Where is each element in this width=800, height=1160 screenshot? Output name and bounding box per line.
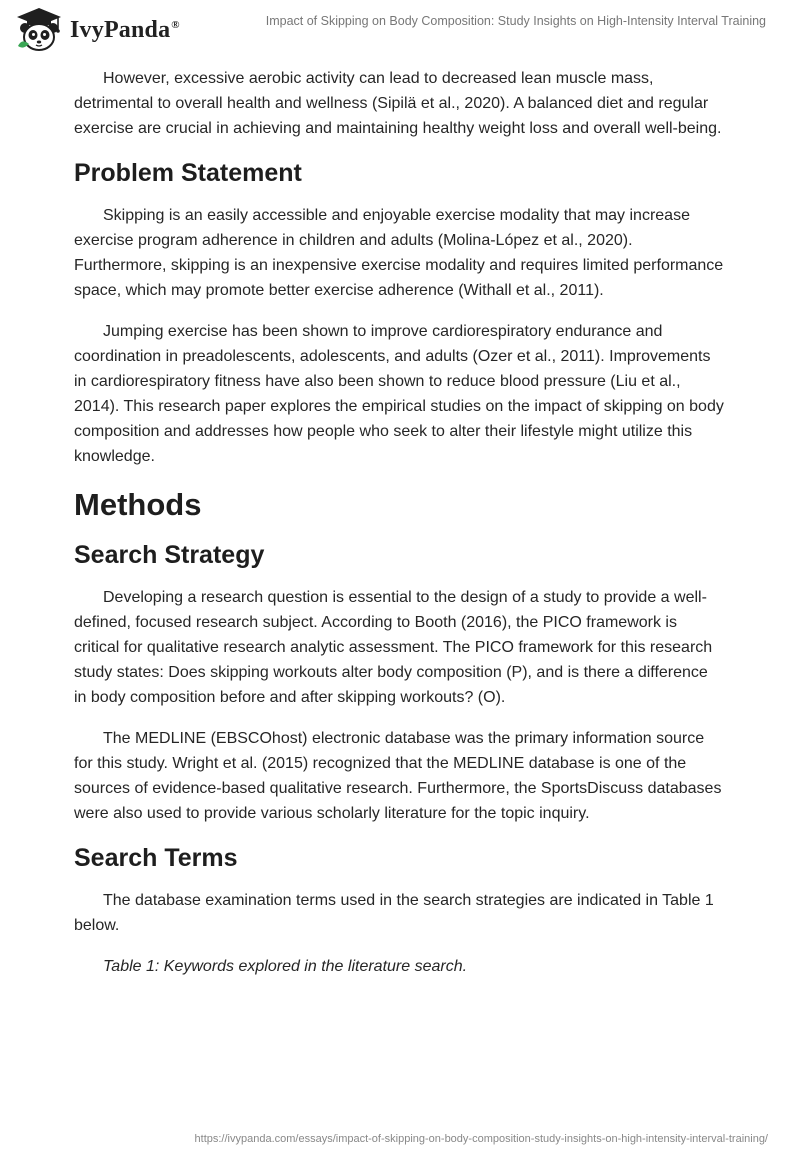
- intro-paragraph: However, excessive aerobic activity can lead to decreased lean muscle mass, detrimental to overall health and wellness (Sipilä et al., 2020). A balanced diet and regular exercise are crucial in achieving and maintaining healthy weight loss and overall well-being.: [74, 70, 722, 137]
- panda-logo-icon: [14, 6, 64, 54]
- essay-content: [74, 66, 724, 995]
- document-title: Impact of Skipping on Body Composition: Study Insights on High-Intensity Interval Training: [265, 14, 766, 28]
- page-header: [0, 0, 800, 60]
- table-caption: Table 1: Keywords explored in the literature search.: [103, 958, 468, 975]
- brand-name: IvyPanda®: [70, 16, 180, 43]
- problem-statement-paragraph-2: Jumping exercise has been shown to improve cardiorespiratory endurance and coordination in preadolescents, adolescents, and adults (Ozer et al., 2011). Improvements in cardiorespiratory fitness have also been shown to reduce blood pressure (Liu et al., 2014). This research paper explores the empirical studies on the impact of skipping on body composition and addresses how people who seek to alter their lifestyle might utilize this knowledge.: [74, 323, 724, 465]
- methods-heading: Methods: [74, 487, 202, 522]
- search-strategy-paragraph-1: Developing a research question is essential to the design of a study to provide a well-defined, focused research subject. According to Booth (2016), the PICO framework is critical for qualitative research analytic assessment. The PICO framework for this research study states: Does skipping workouts alter body composition (P), and is there a difference in body composition before and after skipping workouts? (O).: [74, 589, 713, 706]
- brand-logo[interactable]: [14, 6, 180, 54]
- search-terms-heading: Search Terms: [74, 844, 238, 872]
- search-strategy-paragraph-2: The MEDLINE (EBSCOhost) electronic database was the primary information source for this study. Wright et al. (2015) recognized that the MEDLINE database is one of the sources of evidence-based qualitative research. Furthermore, the SportsDiscuss databases were also used to provide various scholarly literature for the topic inquiry.: [74, 730, 722, 822]
- problem-statement-paragraph-1: Skipping is an easily accessible and enjoyable exercise modality that may increase exercise program adherence in children and adults (Molina-López et al., 2020). Furthermore, skipping is an inexpensive exercise modality and requires limited performance space, which may promote better exercise adherence (Withall et al., 2011).: [74, 207, 724, 299]
- search-strategy-heading: Search Strategy: [74, 541, 265, 569]
- search-terms-paragraph: The database examination terms used in the search strategies are indicated in Table 1 below.: [74, 892, 714, 934]
- source-url-link[interactable]: https://ivypanda.com/essays/impact-of-skipping-on-body-composition-study-insights-on-high-intensity-interval-training/: [194, 1133, 768, 1145]
- problem-statement-heading: Problem Statement: [74, 159, 302, 187]
